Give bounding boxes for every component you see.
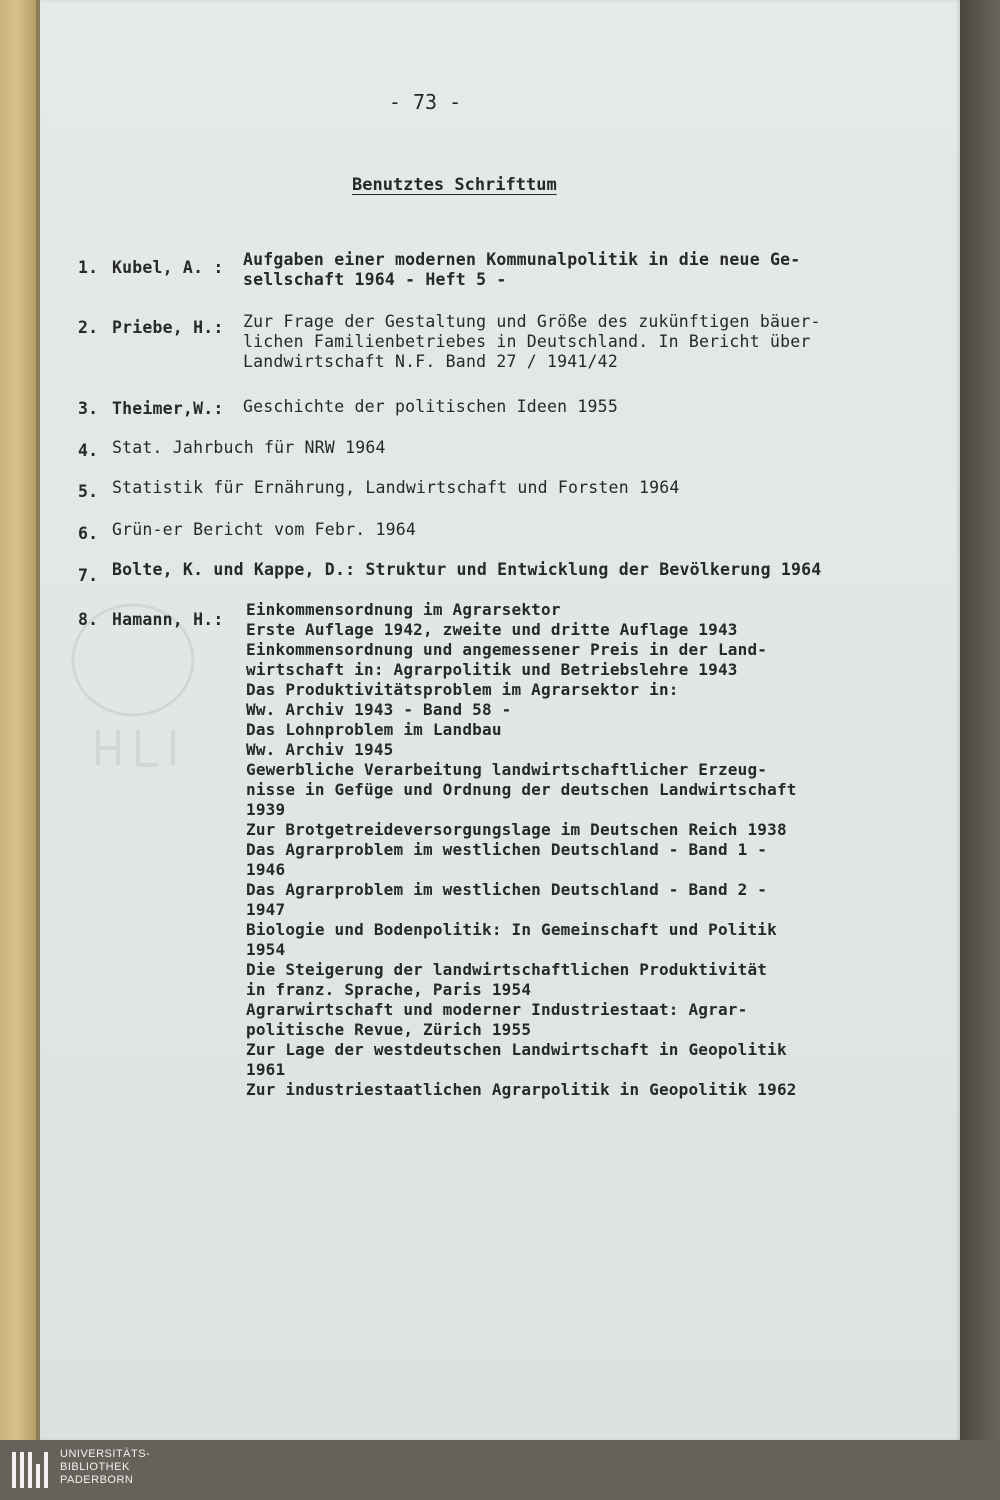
entry-line: Bolte, K. und Kappe, D.: Struktur und Entwicklung der Bevölkerung 1964: [112, 560, 822, 579]
entry-line: Zur Lage der westdeutschen Landwirtschaft in Geopolitik: [246, 1040, 787, 1059]
entry-author: Kubel, A. :: [112, 258, 224, 277]
library-logo: [10, 1448, 190, 1494]
entry-line: Das Lohnproblem im Landbau: [246, 720, 502, 739]
entry-text: [112, 520, 416, 540]
entry-number: 2.: [78, 318, 99, 337]
library-logo-mark: [10, 1450, 50, 1490]
entry-line: Das Produktivitätsproblem im Agrarsektor in:: [246, 680, 679, 699]
entry-text: [243, 312, 821, 372]
entry-author: Theimer,W.:: [112, 399, 224, 418]
entry-text: [112, 478, 680, 498]
entry-number: 3.: [78, 399, 99, 418]
logo-line: BIBLIOTHEK: [60, 1461, 130, 1473]
entry-line: Agrarwirtschaft und moderner Industriestaat: Agrar-: [246, 1000, 748, 1019]
entry-line: Gewerbliche Verarbeitung landwirtschaftlicher Erzeug-: [246, 760, 768, 779]
entry-line: Grün-er Bericht vom Febr. 1964: [112, 520, 417, 539]
entry-number: 4.: [78, 441, 99, 460]
entry-line: 1939: [246, 800, 286, 819]
entry-line: Statistik für Ernährung, Landwirtschaft und Forsten 1964: [112, 478, 680, 497]
entry-text: [243, 250, 800, 290]
entry-line: 1946: [246, 860, 286, 879]
entry-line: politische Revue, Zürich 1955: [246, 1020, 532, 1039]
entry-text: [112, 438, 386, 458]
entry-author: Hamann, H.:: [112, 610, 224, 629]
entry-line: Erste Auflage 1942, zweite und dritte Auflage 1943: [246, 620, 738, 639]
logo-line: PADERBORN: [60, 1474, 134, 1486]
entry-author: Priebe, H.:: [112, 318, 224, 337]
entry-line: Die Steigerung der landwirtschaftlichen Produktivität: [246, 960, 768, 979]
entry-number: 7.: [78, 566, 99, 585]
scan-border-right: [960, 0, 1000, 1440]
entry-line: Zur Frage der Gestaltung und Größe des zukünftigen bäuer-: [243, 312, 821, 331]
entry-line: Ww. Archiv 1943 - Band 58 -: [246, 700, 512, 719]
entry-number: 1.: [78, 258, 99, 277]
entry-line: Ww. Archiv 1945: [246, 740, 394, 759]
entry-number: 6.: [78, 524, 99, 543]
entry-line: in franz. Sprache, Paris 1954: [246, 980, 532, 999]
entry-line: Biologie und Bodenpolitik: In Gemeinschaft und Politik: [246, 920, 777, 939]
entry-line: lichen Familienbetriebes in Deutschland. In Bericht über: [243, 332, 811, 351]
entry-line: Einkommensordnung und angemessener Preis in der Land-: [246, 640, 768, 659]
entry-line: Das Agrarproblem im westlichen Deutschland - Band 1 -: [246, 840, 768, 859]
entry-text: [112, 560, 821, 580]
entry-number: 5.: [78, 482, 99, 501]
entry-text: [243, 397, 618, 417]
entry-line: Zur industriestaatlichen Agrarpolitik in Geopolitik 1962: [246, 1080, 797, 1099]
entry-line: sellschaft 1964 - Heft 5 -: [243, 270, 507, 289]
page-title: Benutztes Schrifttum: [352, 175, 557, 195]
entry-line: Zur Brotgetreideversorgungslage im Deutschen Reich 1938: [246, 820, 787, 839]
entry-line: Stat. Jahrbuch für NRW 1964: [112, 438, 386, 457]
entry-text: [246, 600, 797, 1100]
logo-line: UNIVERSITÄTS-: [60, 1448, 151, 1460]
entry-line: 1961: [246, 1060, 286, 1079]
entry-line: Aufgaben einer modernen Kommunalpolitik in die neue Ge-: [243, 250, 801, 269]
entry-line: Das Agrarproblem im westlichen Deutschland - Band 2 -: [246, 880, 768, 899]
entry-line: wirtschaft in: Agrarpolitik und Betriebslehre 1943: [246, 660, 738, 679]
entry-line: Geschichte der politischen Ideen 1955: [243, 397, 618, 416]
book-binding: [0, 0, 36, 1440]
page-number: - 73 -: [388, 90, 462, 114]
entry-line: Landwirtschaft N.F. Band 27 / 1941/42: [243, 352, 618, 371]
entry-line: Einkommensordnung im Agrarsektor: [246, 600, 561, 619]
library-logo-text: [60, 1448, 150, 1487]
entry-line: 1954: [246, 940, 286, 959]
entry-number: 8.: [78, 610, 99, 629]
entry-line: nisse in Gefüge und Ordnung der deutschen Landwirtschaft: [246, 780, 797, 799]
entry-line: 1947: [246, 900, 286, 919]
